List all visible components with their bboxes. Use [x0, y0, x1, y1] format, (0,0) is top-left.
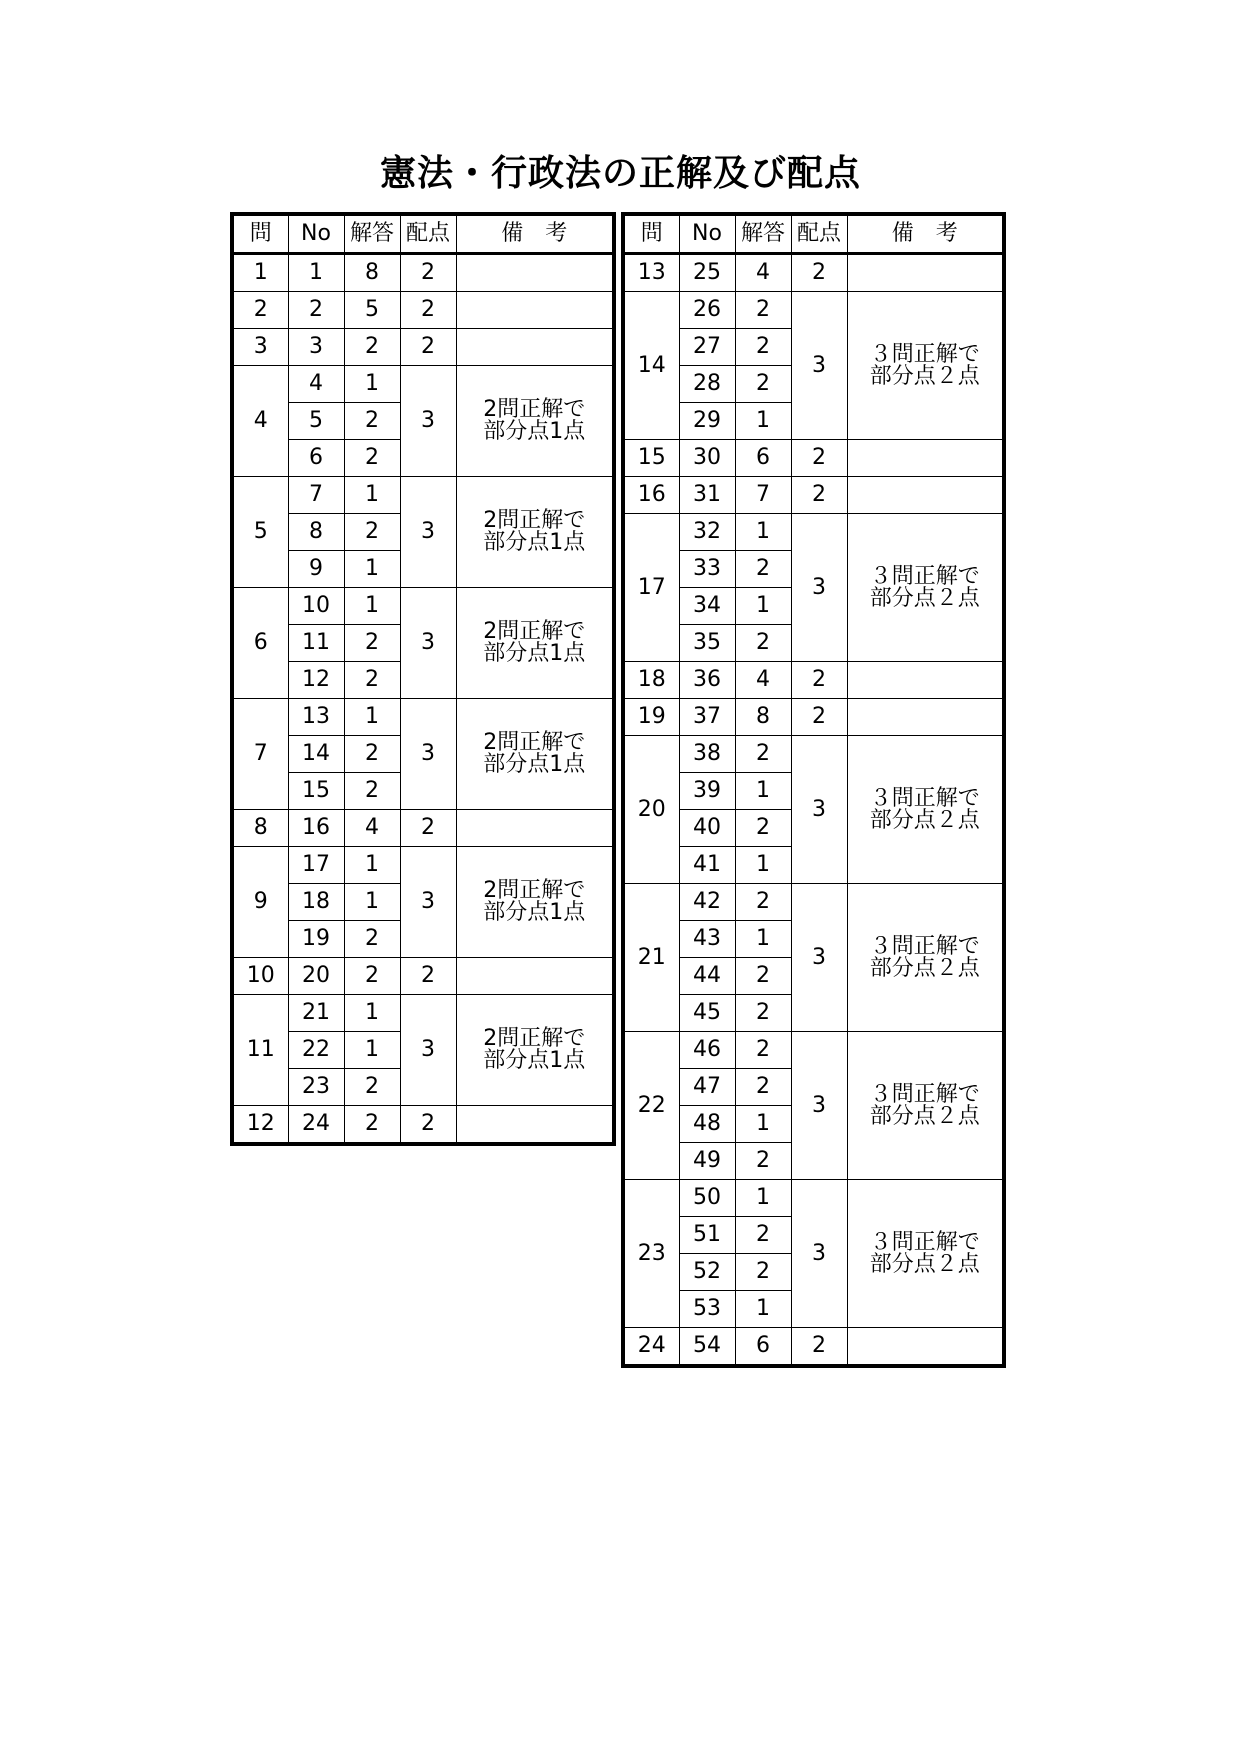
correct-answer: 2	[344, 662, 400, 699]
item-number: 31	[679, 477, 735, 514]
note-cell	[456, 292, 614, 329]
points: 2	[400, 958, 456, 995]
answer-table-right	[621, 212, 1006, 1368]
points: 2	[400, 810, 456, 847]
question-number: 11	[232, 995, 288, 1106]
header-points: 配点	[791, 214, 847, 254]
item-number: 50	[679, 1180, 735, 1217]
points: 3	[791, 292, 847, 440]
points: 3	[400, 588, 456, 699]
table-row	[623, 736, 1004, 773]
correct-answer: 2	[735, 1143, 791, 1180]
question-number: 12	[232, 1106, 288, 1145]
points: 2	[791, 662, 847, 699]
question-number: 3	[232, 329, 288, 366]
item-number: 38	[679, 736, 735, 773]
item-number: 22	[288, 1032, 344, 1069]
correct-answer: 1	[344, 588, 400, 625]
partial-credit-note: 2問正解で 部分点1点	[483, 878, 586, 925]
table-row	[623, 662, 1004, 699]
table-row	[232, 958, 614, 995]
table-row	[232, 699, 614, 736]
question-number: 14	[623, 292, 679, 440]
item-number: 9	[288, 551, 344, 588]
question-number: 10	[232, 958, 288, 995]
correct-answer: 2	[344, 403, 400, 440]
note-cell	[847, 292, 1004, 440]
item-number: 8	[288, 514, 344, 551]
note-cell	[847, 662, 1004, 699]
correct-answer: 2	[344, 440, 400, 477]
points: 2	[400, 292, 456, 329]
points: 2	[791, 699, 847, 736]
partial-credit-note: 2問正解で 部分点1点	[483, 730, 586, 777]
note-cell	[456, 810, 614, 847]
correct-answer: 2	[735, 1032, 791, 1069]
page-title: 憲法・行政法の正解及び配点	[379, 153, 861, 194]
correct-answer: 2	[735, 884, 791, 921]
item-number: 5	[288, 403, 344, 440]
table-row	[232, 366, 614, 403]
correct-answer: 2	[735, 625, 791, 662]
points: 2	[400, 254, 456, 292]
question-number: 4	[232, 366, 288, 477]
correct-answer: 2	[735, 958, 791, 995]
correct-answer: 1	[344, 995, 400, 1032]
correct-answer: 1	[344, 884, 400, 921]
note-cell	[847, 1180, 1004, 1328]
correct-answer: 1	[344, 551, 400, 588]
correct-answer: 8	[735, 699, 791, 736]
table-row	[232, 588, 614, 625]
correct-answer: 2	[735, 1069, 791, 1106]
item-number: 54	[679, 1328, 735, 1367]
note-cell	[847, 514, 1004, 662]
item-number: 13	[288, 699, 344, 736]
header-question: 問	[232, 214, 288, 254]
correct-answer: 5	[344, 292, 400, 329]
correct-answer: 2	[735, 1254, 791, 1291]
item-number: 33	[679, 551, 735, 588]
partial-credit-note: ３問正解で 部分点２点	[869, 1229, 980, 1277]
question-number: 13	[623, 254, 679, 292]
correct-answer: 2	[344, 329, 400, 366]
correct-answer: 2	[735, 292, 791, 329]
item-number: 25	[679, 254, 735, 292]
correct-answer: 1	[344, 366, 400, 403]
question-number: 8	[232, 810, 288, 847]
question-number: 18	[623, 662, 679, 699]
header-points: 配点	[400, 214, 456, 254]
question-number: 20	[623, 736, 679, 884]
correct-answer: 2	[735, 995, 791, 1032]
table-row	[232, 329, 614, 366]
answer-table-left	[230, 212, 616, 1146]
correct-answer: 1	[735, 1106, 791, 1143]
partial-credit-note: ３問正解で 部分点２点	[869, 933, 980, 981]
correct-answer: 2	[735, 1217, 791, 1254]
table-row	[623, 1180, 1004, 1217]
note-cell	[847, 884, 1004, 1032]
correct-answer: 2	[735, 551, 791, 588]
note-cell	[847, 440, 1004, 477]
partial-credit-note: ３問正解で 部分点２点	[869, 341, 980, 389]
partial-credit-note: 2問正解で 部分点1点	[483, 619, 586, 666]
table-row	[623, 292, 1004, 329]
correct-answer: 1	[344, 477, 400, 514]
item-number: 43	[679, 921, 735, 958]
header-question: 問	[623, 214, 679, 254]
correct-answer: 8	[344, 254, 400, 292]
question-number: 19	[623, 699, 679, 736]
item-number: 27	[679, 329, 735, 366]
item-number: 45	[679, 995, 735, 1032]
table-body-right	[623, 254, 1004, 1367]
table-row	[232, 254, 614, 292]
correct-answer: 2	[735, 736, 791, 773]
item-number: 28	[679, 366, 735, 403]
points: 3	[400, 477, 456, 588]
item-number: 35	[679, 625, 735, 662]
note-cell	[847, 477, 1004, 514]
correct-answer: 6	[735, 440, 791, 477]
table-row	[623, 884, 1004, 921]
header-no: No	[288, 214, 344, 254]
table-row	[623, 514, 1004, 551]
correct-answer: 2	[735, 366, 791, 403]
points: 2	[791, 254, 847, 292]
table-row	[623, 477, 1004, 514]
points: 3	[400, 995, 456, 1106]
note-cell	[847, 1328, 1004, 1367]
header-answer: 解答	[735, 214, 791, 254]
correct-answer: 4	[735, 254, 791, 292]
item-number: 7	[288, 477, 344, 514]
question-number: 24	[623, 1328, 679, 1367]
item-number: 2	[288, 292, 344, 329]
item-number: 32	[679, 514, 735, 551]
points: 3	[400, 847, 456, 958]
item-number: 47	[679, 1069, 735, 1106]
partial-credit-note: 2問正解で 部分点1点	[483, 1026, 586, 1073]
note-cell	[456, 588, 614, 699]
note-cell	[456, 477, 614, 588]
item-number: 39	[679, 773, 735, 810]
partial-credit-note: 2問正解で 部分点1点	[483, 397, 586, 444]
item-number: 37	[679, 699, 735, 736]
table-row	[232, 1106, 614, 1145]
note-cell	[456, 1106, 614, 1145]
question-number: 5	[232, 477, 288, 588]
item-number: 40	[679, 810, 735, 847]
item-number: 51	[679, 1217, 735, 1254]
table-row	[232, 292, 614, 329]
table-row	[623, 440, 1004, 477]
table-row	[232, 995, 614, 1032]
note-cell	[456, 329, 614, 366]
correct-answer: 1	[344, 699, 400, 736]
points: 3	[791, 1032, 847, 1180]
item-number: 15	[288, 773, 344, 810]
question-number: 9	[232, 847, 288, 958]
correct-answer: 2	[344, 1069, 400, 1106]
question-number: 6	[232, 588, 288, 699]
points: 2	[400, 1106, 456, 1145]
correct-answer: 1	[344, 847, 400, 884]
item-number: 34	[679, 588, 735, 625]
item-number: 21	[288, 995, 344, 1032]
item-number: 24	[288, 1106, 344, 1145]
partial-credit-note: 2問正解で 部分点1点	[483, 508, 586, 555]
header-row	[232, 214, 614, 254]
correct-answer: 1	[735, 403, 791, 440]
item-number: 6	[288, 440, 344, 477]
item-number: 16	[288, 810, 344, 847]
points: 2	[400, 329, 456, 366]
question-number: 16	[623, 477, 679, 514]
note-cell	[847, 736, 1004, 884]
item-number: 1	[288, 254, 344, 292]
table-row	[232, 847, 614, 884]
correct-answer: 2	[344, 921, 400, 958]
points: 2	[791, 440, 847, 477]
correct-answer: 1	[735, 514, 791, 551]
item-number: 46	[679, 1032, 735, 1069]
points: 3	[400, 699, 456, 810]
correct-answer: 2	[735, 329, 791, 366]
table-row	[623, 1032, 1004, 1069]
header-answer: 解答	[344, 214, 400, 254]
correct-answer: 1	[344, 1032, 400, 1069]
table-body-left	[232, 254, 614, 1145]
note-cell	[847, 254, 1004, 292]
item-number: 36	[679, 662, 735, 699]
question-number: 21	[623, 884, 679, 1032]
item-number: 42	[679, 884, 735, 921]
question-number: 1	[232, 254, 288, 292]
correct-answer: 2	[344, 1106, 400, 1145]
note-cell	[456, 699, 614, 810]
header-row	[623, 214, 1004, 254]
table-row	[623, 699, 1004, 736]
question-number: 22	[623, 1032, 679, 1180]
item-number: 23	[288, 1069, 344, 1106]
item-number: 48	[679, 1106, 735, 1143]
item-number: 18	[288, 884, 344, 921]
points: 2	[791, 477, 847, 514]
points: 3	[791, 884, 847, 1032]
points: 3	[400, 366, 456, 477]
table-row	[623, 254, 1004, 292]
correct-answer: 4	[735, 662, 791, 699]
header-no: No	[679, 214, 735, 254]
partial-credit-note: ３問正解で 部分点２点	[869, 785, 980, 833]
correct-answer: 4	[344, 810, 400, 847]
points: 2	[791, 1328, 847, 1367]
item-number: 10	[288, 588, 344, 625]
correct-answer: 2	[344, 514, 400, 551]
item-number: 26	[679, 292, 735, 329]
partial-credit-note: ３問正解で 部分点２点	[869, 563, 980, 611]
question-number: 17	[623, 514, 679, 662]
item-number: 11	[288, 625, 344, 662]
question-number: 7	[232, 699, 288, 810]
correct-answer: 1	[735, 773, 791, 810]
points: 3	[791, 736, 847, 884]
item-number: 29	[679, 403, 735, 440]
note-cell	[456, 847, 614, 958]
correct-answer: 1	[735, 921, 791, 958]
item-number: 49	[679, 1143, 735, 1180]
item-number: 19	[288, 921, 344, 958]
item-number: 41	[679, 847, 735, 884]
item-number: 12	[288, 662, 344, 699]
correct-answer: 1	[735, 1291, 791, 1328]
item-number: 52	[679, 1254, 735, 1291]
note-cell	[847, 1032, 1004, 1180]
correct-answer: 2	[344, 958, 400, 995]
table-row	[232, 810, 614, 847]
note-cell	[456, 958, 614, 995]
item-number: 14	[288, 736, 344, 773]
table-row	[232, 477, 614, 514]
correct-answer: 1	[735, 847, 791, 884]
partial-credit-note: ３問正解で 部分点２点	[869, 1081, 980, 1129]
table-row	[623, 1328, 1004, 1367]
header-note: 備 考	[456, 214, 614, 254]
points: 3	[791, 514, 847, 662]
note-cell	[847, 699, 1004, 736]
correct-answer: 2	[344, 736, 400, 773]
item-number: 17	[288, 847, 344, 884]
item-number: 3	[288, 329, 344, 366]
note-cell	[456, 254, 614, 292]
item-number: 30	[679, 440, 735, 477]
correct-answer: 7	[735, 477, 791, 514]
header-note: 備 考	[847, 214, 1004, 254]
item-number: 20	[288, 958, 344, 995]
item-number: 44	[679, 958, 735, 995]
correct-answer: 2	[735, 810, 791, 847]
note-cell	[456, 995, 614, 1106]
item-number: 53	[679, 1291, 735, 1328]
correct-answer: 2	[344, 773, 400, 810]
correct-answer: 1	[735, 588, 791, 625]
question-number: 15	[623, 440, 679, 477]
question-number: 23	[623, 1180, 679, 1328]
item-number: 4	[288, 366, 344, 403]
note-cell	[456, 366, 614, 477]
correct-answer: 2	[344, 625, 400, 662]
points: 3	[791, 1180, 847, 1328]
correct-answer: 1	[735, 1180, 791, 1217]
question-number: 2	[232, 292, 288, 329]
correct-answer: 6	[735, 1328, 791, 1367]
